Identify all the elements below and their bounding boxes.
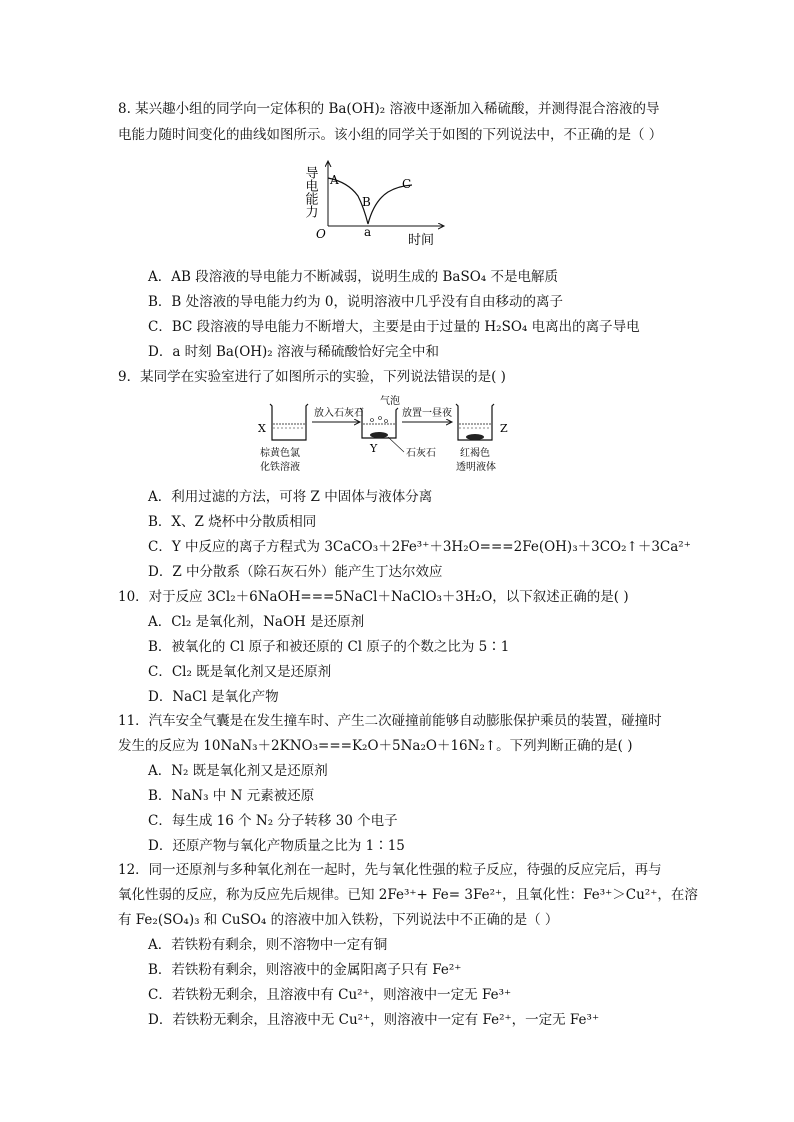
q8-conductivity-graph [298,156,448,248]
q10-option-d: D．NaCl 是氧化产物 [148,689,279,705]
beaker-x [270,404,308,440]
q9-option-b: B．X、Z 烧杯中分散质相同 [148,514,317,530]
q12-stem-line3: 有 Fe₂(SO₄)₃ 和 CuSO₄ 的溶液中加入铁粉，下列说法中不正确的是（ ） [118,912,559,928]
label-z: Z [500,422,508,435]
q12-option-a: A．若铁粉有剩余，则不溶物中一定有铜 [148,937,388,953]
z-caption-2: 透明液体 [456,462,496,473]
q10-option-a: A．Cl₂ 是氧化剂，NaOH 是还原剂 [148,614,365,630]
q9-option-c: C．Y 中反应的离子方程式为 3CaCO₃＋2Fe³⁺＋3H₂O===2Fe(OH)₃＋3CO₂↑＋3Ca²⁺ [148,539,691,555]
stone-y [370,432,388,438]
arrow2-text: 放置一昼夜 [402,408,452,419]
q10-option-c: C．Cl₂ 既是氧化剂又是还原剂 [148,664,332,680]
q11-stem-line2: 发生的反应为 10NaN₃＋2KNO₃===K₂O＋5Na₂O＋16N₂↑。下列判断正确的是( ) [118,738,633,754]
q8-origin: O [316,227,326,241]
bubble-text: 气泡 [380,396,400,407]
q8-point-a: A [330,173,339,187]
q11-option-b: B．NaN₃ 中 N 元素被还原 [148,788,315,804]
label-y: Y [370,442,378,455]
q8-option-c: C．BC 段溶液的导电能力不断增大，主要是由于过量的 H₂SO₄ 电离出的离子导电 [148,319,640,335]
q8-point-b: B [362,195,371,209]
q12-option-c: C．若铁粉无剩余，且溶液中有 Cu²⁺，则溶液中一定无 Fe³⁺ [148,987,512,1003]
stone-text: 石灰石 [406,448,436,459]
q8-option-a: A．AB 段溶液的导电能力不断减弱，说明生成的 BaSO₄ 不是电解质 [148,269,558,285]
q8-ylabel: 导电能力 [302,166,318,218]
q8-xlabel: 时间 [408,233,435,248]
z-caption-1: 红褐色 [460,448,490,459]
arrow1-text: 放入石灰石 [314,408,364,419]
q11-stem-line1: 11．汽车安全气囊是在发生撞车时、产生二次碰撞前能够自动膨胀保护乘员的装置，碰撞时 [118,713,662,729]
q12-option-d: D．若铁粉无剩余，且溶液中无 Cu²⁺，则溶液中一定有 Fe²⁺，一定无 Fe³⁺ [148,1012,600,1028]
q10-option-b: B．被氧化的 Cl 原子和被还原的 Cl 原子的个数之比为 5∶1 [148,639,510,655]
x-caption-1: 棕黄色氯 [260,448,300,459]
q8-tick-a: a [364,225,372,239]
q9-experiment-diagram [256,394,526,474]
q9-option-d: D．Z 中分散系（除石灰石外）能产生丁达尔效应 [148,564,443,580]
q11-option-d: D．还原产物与氧化产物质量之比为 1∶15 [148,838,405,854]
q12-stem-line1: 12．同一还原剂与多种氧化剂在一起时，先与氧化性强的粒子反应，待强的反应完后，再与 [118,862,662,878]
q8-point-c: C [402,177,412,191]
q12-stem-line2: 氧化性弱的反应，称为反应先后规律。已知 2Fe³⁺+ Fe= 3Fe²⁺，且氧化性：Fe³⁺＞Cu²⁺，在溶 [118,887,698,903]
q11-option-a: A．N₂ 既是氧化剂又是还原剂 [148,763,328,779]
stone-z [466,434,484,440]
q9-stem: 9．某同学在实验室进行了如图所示的实验，下列说法错误的是( ) [118,369,506,385]
q11-option-c: C．每生成 16 个 N₂ 分子转移 30 个电子 [148,813,398,829]
q8-option-d: D．a 时刻 Ba(OH)₂ 溶液与稀硫酸恰好完全中和 [148,344,440,360]
q10-stem: 10．对于反应 3Cl₂＋6NaOH===5NaCl＋NaClO₃＋3H₂O，以下叙述正确的是( ) [118,589,629,605]
q8-option-b: B．B 处溶液的导电能力约为 0，说明溶液中几乎没有自由移动的离子 [148,294,564,310]
q8-stem-line1: 8. 某兴趣小组的同学向一定体积的 Ba(OH)₂ 溶液中逐渐加入稀硫酸，并测得混合溶液的导 [118,101,660,117]
label-x: X [258,422,266,435]
q9-option-a: A．利用过滤的方法，可将 Z 中固体与液体分离 [148,489,433,505]
q8-stem-line2: 电能力随时间变化的曲线如图所示。该小组的同学关于如图的下列说法中，不正确的是（ ） [118,127,663,143]
q12-option-b: B．若铁粉有剩余，则溶液中的金属阳离子只有 Fe²⁺ [148,962,462,978]
x-caption-2: 化铁溶液 [260,462,300,473]
